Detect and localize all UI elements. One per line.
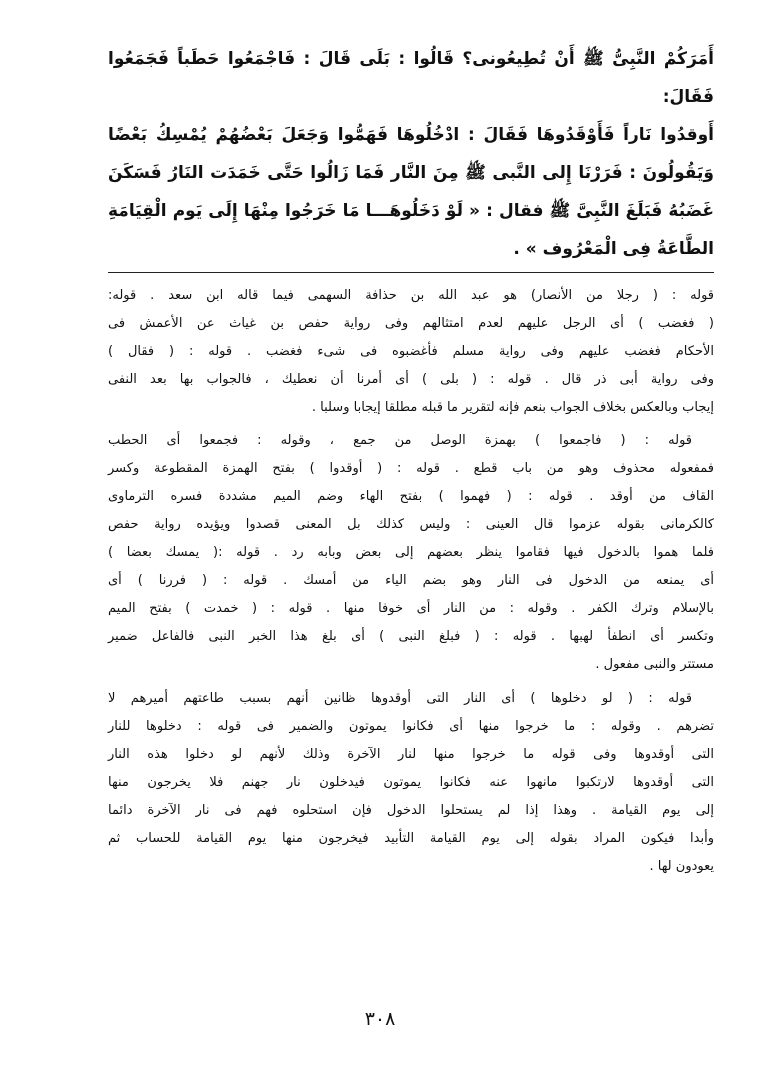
footnote-paragraph [108, 685, 714, 881]
footnote-paragraph [108, 282, 714, 422]
footnote-line: إلى يوم القيامة . وهذا إذا لم يستحلوا الدخول فإن استحلوه فهم فى نار الآخرة دائما [108, 803, 714, 818]
main-text-line: الطَّاعَةُ فِى الْمَعْرُوف » . [513, 239, 714, 259]
main-text-line: غَضَبُهُ فَبَلَغَ النَّبِىَّ ﷺ فقال : « لَوْ دَخَلُوهَـــا مَا خَرَجُوا مِنْهَا إِلَى يَوم الْقِيَامَةِ [108, 201, 714, 221]
footnote-line: فلما هموا بالدخول فيها فقاموا ينظر بعضهم إلى بعض وبابه رد . قوله :( يمسك بعضا ) [108, 545, 714, 560]
footnote-line: قوله : ( رجلا من الأنصار) هو عبد الله بن حذافة السهمى فيما قاله ابن سعد . قوله: [108, 288, 714, 303]
footnote-divider [108, 272, 714, 273]
footnote-line: تضرهم . وقوله : ما خرجوا منها أى فكانوا يموتون والضمير فى قوله : دخلوها للنار [108, 719, 714, 734]
footnote-line: التى أوقدوها لارتكبوا مانهوا عنه فكانوا يموتون فيدخلون نار جهنم فلا يخرجون منها [108, 775, 714, 790]
main-text-line: وَيَقُولُونَ : فَرَرْنَا إِلى النَّبى ﷺ مِنَ النَّار فَمَا زَالُوا حَتَّى خَمَدَت النَارُ فَسَكَنَ [108, 163, 714, 183]
footnote-line: وتكسر أى انطفأ لهبها . قوله : ( فبلغ النبى ) أى بلغ هذا الخبر النبى فالفاعل ضمير [108, 629, 714, 644]
footnote-line: وفى رواية أبى ذر قال . قوله : ( بلى ) أى أمرنا أن نعطيك ، فالجواب بها بعد النفى [108, 372, 714, 387]
footnote-line: إيجاب وبالعكس بخلاف الجواب بنعم فإنه لتقرير ما قبله مطلقا إيجابا وسلبا . [311, 400, 714, 415]
footnote-line: بالإسلام وترك الكفر . وقوله : من النار أى خوفا منها . قوله : ( خمدت ) بفتح الميم [108, 601, 714, 616]
footnotes [108, 282, 714, 881]
main-text-line: أَمَرَكُمْ النَّبِىُّ ﷺ أَنْ تُطِيعُونى؟ قَالُوا : بَلَى قَالَ : فَاجْمَعُوا حَطَباً فَجَمَعُوا فَقَالَ: [108, 49, 714, 107]
page-number: ٣٠٨ [364, 1008, 396, 1030]
footnote-line: كالكرمانى بقوله عزموا قال العينى : وليس كذلك بل المعنى قصدوا ويؤيده رواية حفص [108, 517, 714, 532]
footnote-line: أى يمنعه من الدخول فى النار وهو بضم الياء من أمسك . قوله : ( فررنا ) أى [108, 573, 714, 588]
footnote-line: مستتر والنبى مفعول . [595, 657, 714, 672]
main-text [108, 40, 714, 268]
footnote-line: التى أوقدوها وفى قوله ما خرجوا منها لنار الآخرة وذلك لأنهم لو دخلوا هذه النار [108, 747, 714, 762]
footnote-line: القاف من أوقد . قوله : ( فهموا ) بفتح الهاء وضم الميم مشددة فسره الترماوى [108, 489, 714, 504]
footnote-line: الأحكام فغضب عليهم وفى رواية مسلم فأغضبوه فى شىء فغضب . قوله : ( فقال ) [108, 344, 714, 359]
footnote-line: قوله : ( فاجمعوا ) بهمزة الوصل من جمع ، وقوله : فجمعوا أى الحطب [108, 433, 692, 448]
footnote-line: ( فغضب ) أى الرجل عليهم لعدم امتثالهم وفى رواية حفص بن غياث عن الأعمش فى [108, 316, 714, 331]
footnote-paragraph [108, 427, 714, 679]
footnote-line: فمفعوله محذوف وهو من باب قطع . قوله : ( أوقدوا ) بفتح الهمزة المقطوعة وكسر [108, 461, 714, 476]
footnote-line: قوله : ( لو دخلوها ) أى النار التى أوقدوها ظانين أنهم بسبب طاعتهم أميرهم لا [108, 691, 692, 706]
footnote-line: وأبدا فيكون المراد بقوله إلى يوم القيامة التأبيد فيخرجون منها يوم القيامة للحساب ثم [108, 831, 714, 846]
footnote-line: يعودون لها . [649, 859, 714, 874]
main-text-line: أَوقدُوا نَاراً فَأَوْقَدُوهَا فَقَالَ : ادْخُلُوهَا فَهَمُّوا وَجَعَلَ بَعْضُهُمْ يُمْسِكُ بَعْضًا [108, 125, 714, 145]
